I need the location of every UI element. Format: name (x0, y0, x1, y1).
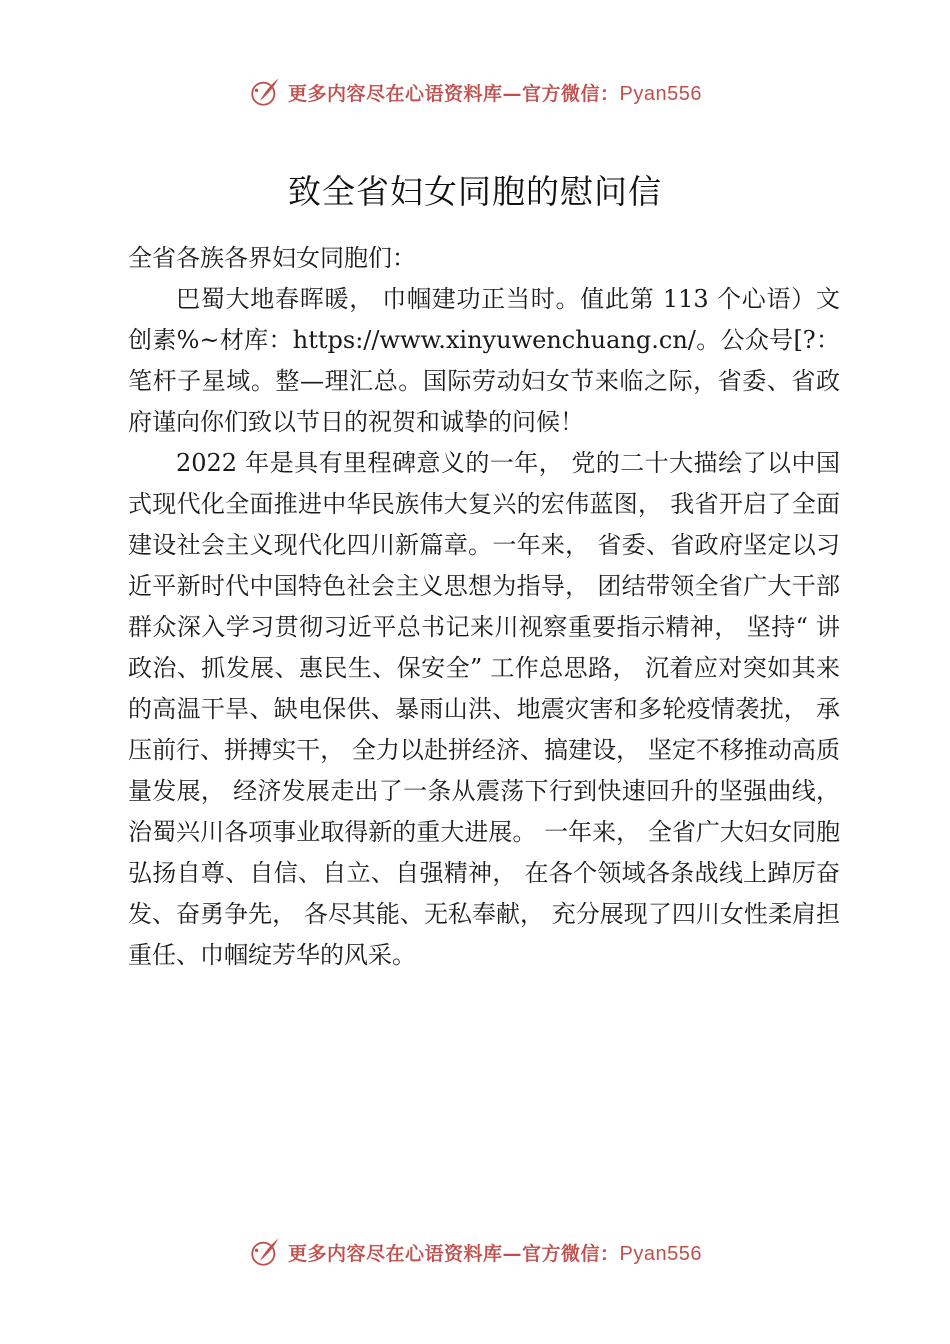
banner-text: 更多内容尽在心语资料库—官方微信：Pyan556 (288, 1242, 702, 1265)
document-title: 致全省妇女同胞的慰问信 (288, 172, 662, 211)
quill-pen-logo-icon (248, 75, 282, 109)
footer-banner (0, 1232, 950, 1272)
letter-greeting: 全省各族各界妇女同胞们： (128, 244, 416, 272)
banner-text: 更多内容尽在心语资料库—官方微信：Pyan556 (288, 82, 702, 105)
wechat-handle: Pyan556 (619, 82, 702, 105)
paragraph-2: 2022 年是具有里程碑意义的一年， 党的二十大描绘了以中国式现代化全面推进中华民族伟大复兴的宏伟蓝图， 我省开启了全面建设社会主义现代化四川新篇章。一年来， 省委、省政府坚定以习近平新时代中国特色社会主义思想为指导， 团结带领全省广大干部群众深入学习贯彻习近平总书记来川视察重要指示精神， 坚持“ 讲政治、抓发展、惠民生、保安全” 工作总思路， 沉着应对突如其来的高温干旱、缺电保供、暴雨山洪、地震灾害和多轮疫情袭扰， 承压前行、拼搏实干， 全力以赴拼经济、搞建设， 坚定不移推动高质量发展， 经济发展走出了一条从震荡下行到快速回升的坚强曲线，治蜀兴川各项事业取得新的重大进展。 一年来， 全省广大妇女同胞弘扬自尊、自信、自立、自强精神， 在各个领域各条战线上踔厉奋发、奋勇争先， 各尽其能、无私奉献， 充分展现了四川女性柔肩担重任、巾帼绽芳华的风采。 (128, 449, 840, 969)
header-banner (0, 72, 950, 112)
letter-body (128, 238, 840, 976)
wechat-handle: Pyan556 (619, 1242, 702, 1265)
quill-pen-logo-icon (248, 1235, 282, 1269)
paragraph-1: 巴蜀大地春晖暖， 巾帼建功正当时。值此第 113 个心语）文创素%~材库：https://www.xinyuwenchuang.cn/。公众号[?：笔杆子星域。整—理汇总。国际劳动妇女节来临之际，省委、省政府谨向你们致以节日的祝贺和诚挚的问候！ (128, 285, 840, 436)
